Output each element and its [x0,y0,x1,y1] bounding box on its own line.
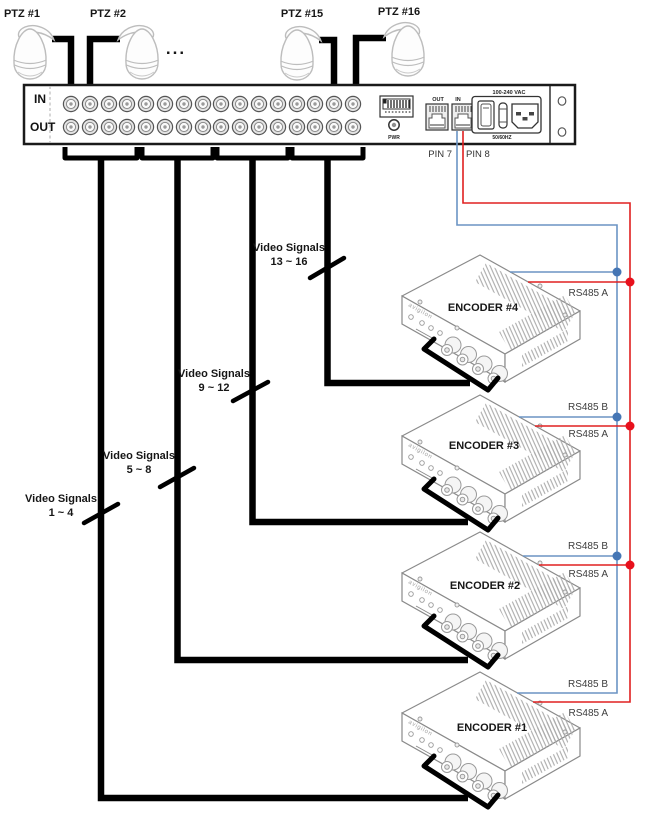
dip-switch [380,96,413,117]
video-signal-1-4-range: 1 ~ 4 [48,507,74,519]
ptz-2-label: PTZ #2 [89,8,127,20]
rj45-in-label: IN [455,97,461,103]
encoder-2-brand: avigilon [407,579,434,598]
camera-cables [52,38,386,91]
camera-cable-16 [356,38,386,91]
rocker-switch [478,101,494,129]
rs485-a-label-encoder-2: RS485 A [568,569,608,580]
encoder-2 [402,532,580,667]
pin8-label: PIN 8 [466,149,490,160]
encoder-3-box [402,395,580,530]
rs485-a-label-encoder-3: RS485 A [568,429,608,440]
rack-screw-hole-top [558,97,566,105]
power-inlet-module [472,90,541,141]
ptz-1-label: PTZ #1 [3,8,41,20]
video-signal-9-12-range: 9 ~ 12 [198,382,230,394]
voltage-label: 100-240 VAC [492,90,526,96]
ptz-camera-15-icon [281,27,322,80]
video-signal-1-4-label: Video Signals [25,493,97,505]
encoder-4 [402,255,580,390]
rack-screw-hole-bottom [558,128,566,136]
pwr-label: PWR [388,135,400,141]
camera-cable-15 [319,40,334,91]
rj45-out-port [426,104,448,130]
ptz-camera-16-icon [384,23,425,76]
fuse-holder [499,103,507,128]
video-signal-13-16-range: 13 ~ 16 [270,256,308,268]
rs485-b-label-encoder-1: RS485 B [567,679,608,690]
ptz-15-label: PTZ #15 [280,8,324,20]
distribution-device [24,85,575,144]
device-out-label: OUT [30,120,56,134]
camera-cable-2 [90,39,120,91]
cameras-ellipsis: ... [165,39,187,58]
video-signal-5-8-label: Video Signals [103,450,175,462]
rj45-in-port [452,104,474,130]
rs485-b-junction-dot [613,268,622,277]
ptz-camera-2-icon [118,26,159,79]
ptz-16-label: PTZ #16 [377,6,421,18]
rs485-b-junction-dot [613,552,622,561]
encoder-1-brand: avigilon [407,719,434,738]
rs485-a-junction-dot [626,278,635,287]
camera-cable-1 [52,39,71,91]
encoder-1-label: ENCODER #1 [456,722,528,734]
video-signal-5-8-range: 5 ~ 8 [126,464,152,476]
rs485-a-label-encoder-4: RS485 A [568,288,608,299]
video-signal-9-12-label: Video Signals [178,368,250,380]
encoder-3-brand: avigilon [407,442,434,461]
rs485-a-label-encoder-1: RS485 A [568,708,608,719]
encoder-3-label: ENCODER #3 [448,440,520,452]
encoder-2-label: ENCODER #2 [449,580,521,592]
frequency-label: 50/60HZ [492,135,512,141]
encoder-3 [402,395,580,530]
rs485-b-junction-dot [613,413,622,422]
encoder-4-label: ENCODER #4 [447,302,519,314]
rs485-b-label-encoder-3: RS485 B [567,402,608,413]
rs485-a-junction-dot [626,422,635,431]
rs485-b-label-encoder-2: RS485 B [567,541,608,552]
encoder-2-box [402,532,580,667]
pin7-label: PIN 7 [428,149,452,160]
encoder-4-brand: avigilon [407,302,434,321]
output-group-brackets [65,147,363,158]
iec-inlet [512,104,538,128]
rs485-a-junction-dot [626,561,635,570]
device-in-label: IN [34,92,46,106]
rs485-labels [568,288,608,719]
video-signal-13-16-label: Video Signals [253,242,325,254]
encoder-4-box [402,255,580,390]
rj45-out-label: OUT [432,97,444,103]
ptz-camera-1-icon [14,26,55,79]
